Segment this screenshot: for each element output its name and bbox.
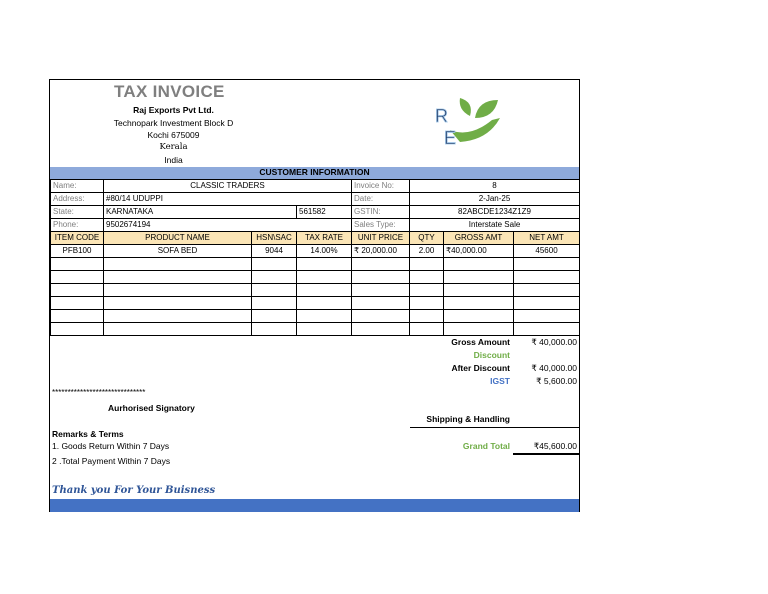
col-net-amt: NET AMT <box>514 232 580 245</box>
sales-type: Interstate Sale <box>410 219 580 232</box>
grand-total-rule <box>513 453 579 455</box>
name-label: Name: <box>51 180 104 193</box>
empty-row <box>51 323 580 336</box>
invoice-date: 2-Jan-25 <box>410 193 580 206</box>
thank-you-note: Thank you For Your Buisness <box>52 485 216 496</box>
empty-row <box>51 297 580 310</box>
invoice-no-label: Invoice No: <box>352 180 410 193</box>
footer-band <box>50 499 579 512</box>
company-country: India <box>164 155 183 165</box>
date-label: Date: <box>352 193 410 206</box>
after-discount-value: ₹ 40,000.00 <box>531 363 577 373</box>
customer-phone: 9502674194 <box>104 219 352 232</box>
grand-total-label: Grand Total <box>462 441 510 451</box>
empty-row <box>51 310 580 323</box>
company-address: Technopark Investment Block D <box>113 118 234 128</box>
col-item-code: ITEM CODE <box>51 232 104 245</box>
item-header-row <box>51 232 580 245</box>
gross-amount-value: ₹ 40,000.00 <box>531 337 577 347</box>
remarks-title: Remarks & Terms <box>52 429 124 439</box>
item-qty: 2.00 <box>410 245 444 258</box>
col-gross-amt: GROSS AMT <box>444 232 514 245</box>
customer-name: CLASSIC TRADERS <box>104 180 352 193</box>
customer-pin: 561582 <box>297 206 352 219</box>
customer-info-header <box>50 167 579 179</box>
discount-label: Discount <box>473 350 510 360</box>
item-code: PFB100 <box>51 245 104 258</box>
empty-row <box>51 284 580 297</box>
shipping-label: Shipping & Handling <box>426 414 510 424</box>
col-unit-price: UNIT PRICE <box>352 232 410 245</box>
igst-label: IGST <box>490 376 510 386</box>
item-product: SOFA BED <box>104 245 252 258</box>
col-hsn-sac: HSN\SAC <box>252 232 297 245</box>
item-row <box>51 245 580 258</box>
col-product-name: PRODUCT NAME <box>104 232 252 245</box>
invoice-sheet <box>49 79 580 512</box>
customer-row-state <box>51 206 580 219</box>
item-tax-rate: 14.00% <box>297 245 352 258</box>
item-net: 45600 <box>514 245 580 258</box>
empty-row <box>51 271 580 284</box>
item-gross: ₹40,000.00 <box>444 245 514 258</box>
remark-1: 1. Goods Return Within 7 Days <box>52 441 170 451</box>
item-unit-price: ₹ 20,000.00 <box>352 245 410 258</box>
shipping-rule <box>410 427 579 428</box>
remark-2: 2 .Total Payment Within 7 Days <box>52 456 171 466</box>
customer-info-title: CUSTOMER INFORMATION <box>259 167 370 177</box>
company-name: Raj Exports Pvt Ltd. <box>133 105 214 115</box>
customer-row-name <box>51 180 580 193</box>
col-tax-rate: TAX RATE <box>297 232 352 245</box>
customer-row-address <box>51 193 580 206</box>
customer-address: #80/14 UDUPPI <box>104 193 352 206</box>
empty-row <box>51 258 580 271</box>
company-city: Kochi 675009 <box>147 130 200 140</box>
state-label: State: <box>51 206 104 219</box>
gstin-label: GSTIN: <box>352 206 410 219</box>
invoice-no: 8 <box>410 180 580 193</box>
company-state: Kerala <box>159 142 188 152</box>
col-qty: QTY <box>410 232 444 245</box>
signature-line: ****************************** <box>52 388 146 397</box>
gross-amount-label: Gross Amount <box>451 337 510 347</box>
customer-row-phone <box>51 219 580 232</box>
logo-letter-e: E <box>444 128 457 148</box>
igst-value: ₹ 5,600.00 <box>536 376 577 386</box>
sales-type-label: Sales Type: <box>352 219 410 232</box>
address-label: Address: <box>51 193 104 206</box>
authorised-signatory: Aurhorised Signatory <box>108 403 195 413</box>
invoice-table <box>50 179 580 336</box>
gstin-value: 82ABCDE1234Z1Z9 <box>410 206 580 219</box>
after-discount-label: After Discount <box>451 363 510 373</box>
company-logo <box>430 90 510 152</box>
grand-total-value: ₹45,600.00 <box>533 441 577 451</box>
phone-label: Phone: <box>51 219 104 232</box>
item-hsn: 9044 <box>252 245 297 258</box>
customer-state: KARNATAKA <box>104 206 297 219</box>
invoice-title: TAX INVOICE <box>114 82 225 101</box>
logo-letter-r: R <box>435 106 448 126</box>
